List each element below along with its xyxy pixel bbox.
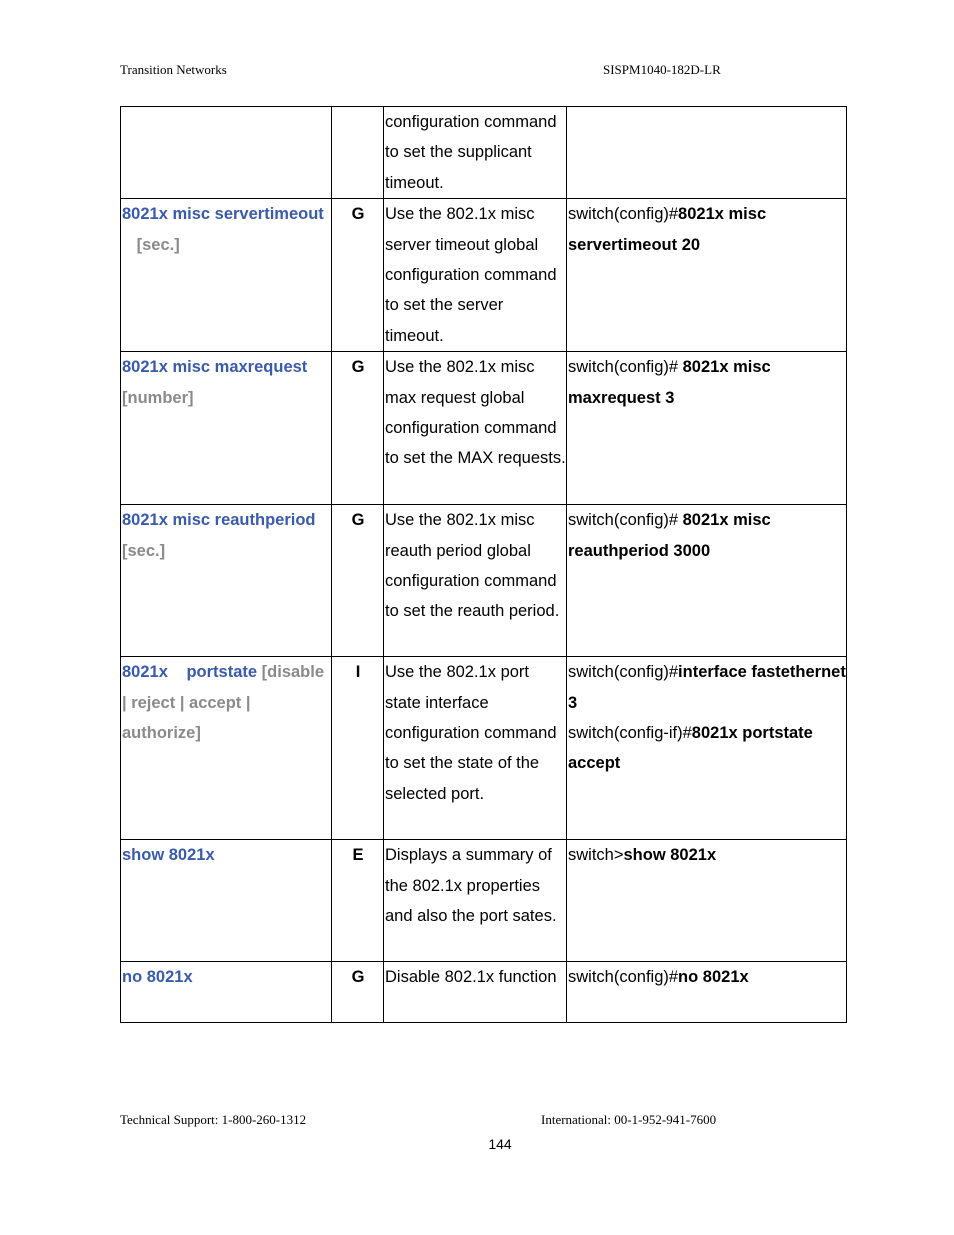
example-cell [567, 352, 847, 505]
table-row [121, 657, 847, 840]
mode-cell: G [332, 505, 384, 657]
example-command: interface fastethernet 3 [568, 663, 846, 712]
footer-international: International: 00-1-952-941-7600 [541, 1112, 717, 1127]
description-cell: configuration command to set the supplicant timeout. [384, 107, 567, 199]
table-row [121, 505, 847, 657]
command-cell [121, 657, 332, 840]
command-cell [121, 840, 332, 962]
mode-cell: G [332, 352, 384, 505]
command-name: show 8021x [122, 846, 215, 865]
table-row [121, 352, 847, 505]
mode-cell: I [332, 657, 384, 840]
example-prompt: switch(config)# [568, 968, 679, 987]
mode-cell [332, 107, 384, 199]
description-cell: Use the 802.1x misc server timeout global configuration command to set the server timeout. [384, 199, 567, 352]
description-cell: Use the 802.1x port state interface configuration command to set the state of the selected port. [384, 657, 567, 840]
command-cell [121, 107, 332, 199]
command-param: [sec.] [122, 541, 166, 560]
example-cell [567, 107, 847, 199]
table-row [121, 962, 847, 1023]
example-prompt: switch(config-if)# [568, 724, 692, 743]
command-name: no 8021x [122, 968, 193, 987]
page-number: 144 [488, 1136, 512, 1152]
command-param: [sec.] [136, 235, 180, 254]
command-table [120, 106, 847, 1023]
table-row [121, 840, 847, 962]
command-name: 8021x misc servertimeout [122, 205, 324, 224]
mode-cell: G [332, 199, 384, 352]
header-company: Transition Networks [120, 62, 227, 77]
command-param: [disable | reject | accept | authorize] [122, 663, 325, 743]
mode-cell: E [332, 840, 384, 962]
example-prompt: switch(config)# [568, 358, 683, 377]
example-cell [567, 505, 847, 657]
command-cell [121, 199, 332, 352]
header-model: SISPM1040-182D-LR [603, 62, 721, 77]
example-prompt: switch> [568, 846, 624, 865]
description-cell: Use the 802.1x misc max request global configuration command to set the MAX requests. [384, 352, 567, 505]
example-cell [567, 657, 847, 840]
description-cell: Displays a summary of the 802.1x properties and also the port sates. [384, 840, 567, 962]
example-command: no 8021x [678, 968, 749, 987]
command-name: 8021x misc reauthperiod [122, 511, 316, 530]
example-command: 8021x misc servertimeout 20 [568, 205, 767, 254]
example-cell [567, 962, 847, 1023]
example-command: 8021x portstate accept [568, 724, 813, 773]
command-cell [121, 352, 332, 505]
command-cell [121, 505, 332, 657]
example-prompt: switch(config)# [568, 205, 679, 224]
example-prompt: switch(config)# [568, 511, 683, 530]
description-cell: Disable 802.1x function [384, 962, 567, 1023]
example-prompt: switch(config)# [568, 663, 679, 682]
example-command: 8021x misc reauthperiod 3000 [568, 511, 771, 560]
table-row [121, 199, 847, 352]
command-cell [121, 962, 332, 1023]
example-command: 8021x misc maxrequest 3 [568, 358, 771, 407]
command-name: 8021x portstate [122, 663, 258, 682]
example-command: show 8021x [623, 846, 717, 865]
footer-support: Technical Support: 1-800-260-1312 [120, 1112, 307, 1127]
command-name: 8021x misc maxrequest [122, 358, 308, 377]
command-param: [number] [122, 388, 194, 407]
example-cell [567, 199, 847, 352]
description-cell: Use the 802.1x misc reauth period global configuration command to set the reauth period. [384, 505, 567, 657]
mode-cell: G [332, 962, 384, 1023]
table-row [121, 107, 847, 199]
example-cell [567, 840, 847, 962]
